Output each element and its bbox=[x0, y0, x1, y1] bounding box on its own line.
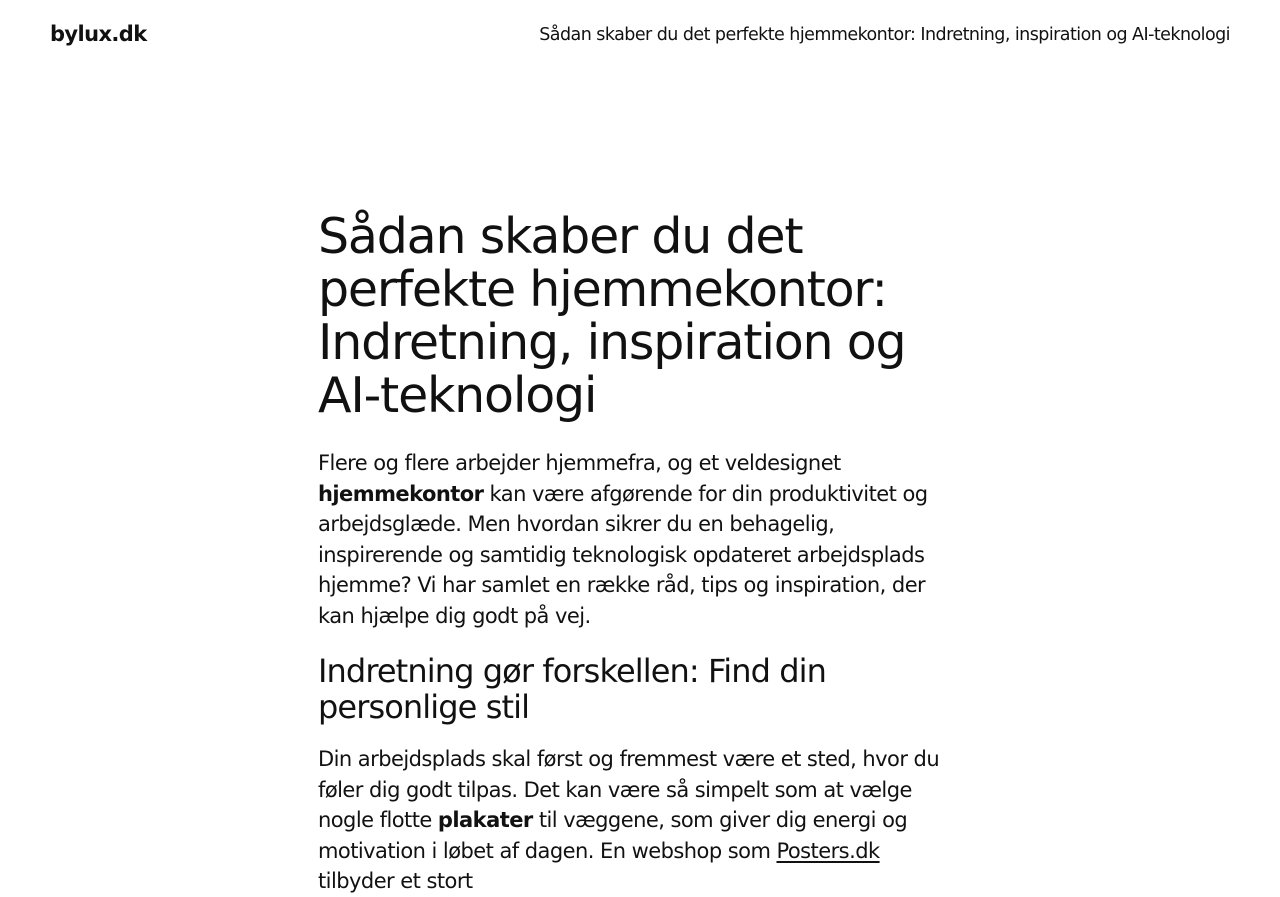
intro-bold-keyword: hjemmekontor bbox=[318, 481, 484, 506]
paragraph-text-middle: til væggene, som giver dig energi og motivation i løbet af dagen. En webshop som bbox=[318, 808, 908, 863]
page-title: Sådan skaber du det perfekte hjemmekontor: Indretning, inspiration og AI-teknologi bbox=[318, 208, 906, 424]
paragraph-text-end: tilbyder et stort bbox=[318, 869, 473, 893]
header-article-link[interactable]: Sådan skaber du det perfekte hjemmekontor: Indretning, inspiration og AI-teknologi bbox=[539, 25, 1230, 45]
site-header bbox=[0, 0, 1280, 72]
body-paragraph bbox=[318, 744, 958, 897]
site-logo[interactable]: bylux.dk bbox=[50, 22, 147, 46]
intro-paragraph bbox=[318, 448, 958, 631]
article bbox=[318, 210, 958, 897]
intro-text-end: kan være afgørende for din produktivitet og arbejdsglæde. Men hvordan sikrer du en behagelig, inspirerende og samtidig teknologisk opdateret arbejdsplads hjemme? Vi har samlet en række råd, tips og inspiration, der kan hjælpe dig godt på vej. bbox=[318, 481, 928, 628]
paragraph-text-start: Din arbejdsplads skal først og fremmest være et sted, hvor du føler dig godt tilpas. Det kan være så simpelt som at vælge nogle flotte bbox=[318, 747, 940, 832]
section-heading: Indretning gør forskellen: Find din personlige stil bbox=[318, 652, 827, 726]
paragraph-bold-keyword: plakater bbox=[437, 808, 533, 832]
intro-text-start: Flere og flere arbejder hjemmefra, og et veldesignet bbox=[318, 451, 841, 475]
posters-link[interactable]: Posters.dk bbox=[776, 838, 880, 863]
